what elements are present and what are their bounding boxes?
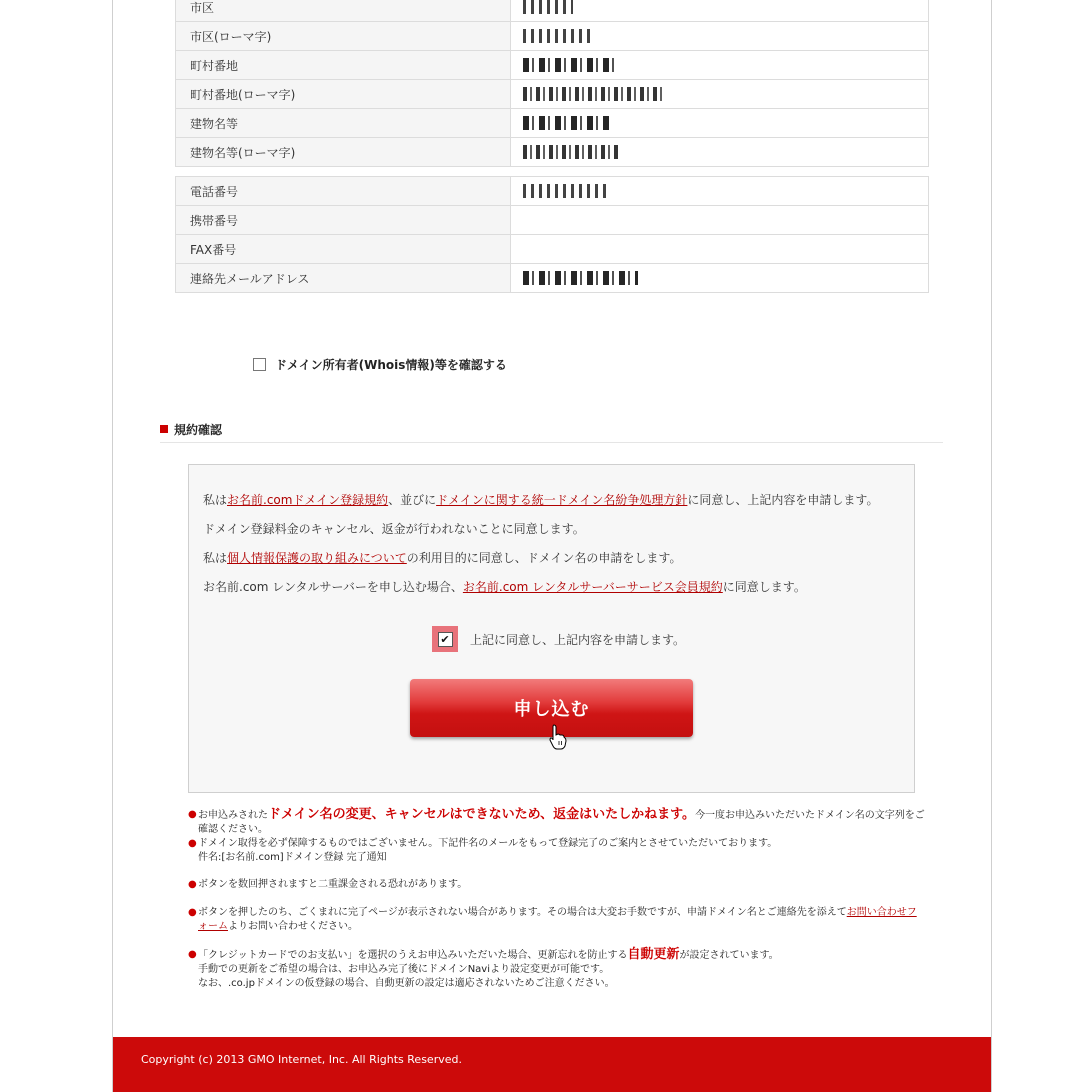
terms-text: の利用目的に同意し、ドメイン名の申請をします。 [406,551,682,565]
table-row [176,138,929,167]
contact-form-link[interactable]: お問い合わせフォーム [198,907,917,932]
note-text: お申込みされた [198,810,268,821]
terms-text: 私は [203,551,228,565]
row-label: 建物名等 [176,109,511,138]
empty-value [511,206,929,235]
note-text: 手動での更新をご希望の場合は、お申込み完了後にドメインNaviより設定変更が可能です。 [198,964,610,975]
terms-line-2: ドメイン登録料金のキャンセル、返金が行われないことに同意します。 [203,522,585,536]
row-label: 電話番号 [176,177,511,206]
note-emphasis: 自動更新 [627,947,680,962]
row-label: 建物名等(ローマ字) [176,138,511,167]
terms-text: 私は [203,493,228,507]
terms-text: 、並びに [388,493,437,507]
row-label: 携帯番号 [176,206,511,235]
note-text: 件名:[お名前.com]ドメイン登録 完了通知 [198,852,387,863]
whois-confirm-checkbox[interactable] [253,356,507,373]
page-container: 市区 市区(ローマ字) 町村番地 町村番地(ローマ字) 建物名等 建物名等(ローマ字) 電話番号 携帯番号 FAX番号 連絡先メールアドレス ドメイン所有者(Whois情報)等を確認する 規約確認 私はお名前.comドメイン登録規約、並びにドメインに関する統一ドメイン名紛争処理方針に同意し、上記内容を申請します。 ドメイン登録料金のキャンセル、返金が行われないことに同意します。 私は個人情報保護の取り組みについての利用目的に同意し、ドメイン名の申請をします。 お名前.com レンタルサーバーを申し込む場合、お名前.com レンタルサーバーサービス会員規約に同意します。 ✔ 上記に同意し、上記内容を申請します。 申し込む ● お申込みされたドメイン名の変更、キャンセルはできないため、返金はいたしかねます。今一度お申込みいただいたドメイン名の文字列をご確認ください。 ● ドメイン取得を必ず保障するものではございません。下記件名のメールをもって登録完了のご案内とさせていただいております。 件名:[お名前.com]ドメイン登録 完了通知 ● ボタンを数回押されますと二重課金される恐れがあります。 ● ボタンを押したのち、ごくまれに完了ページが表示されない場合があります。その場合は大変お手数ですが、申請ドメイン名とご連絡先を添えてお問い合わせフォームよりお問い合わせください。 ● 「クレジットカードでのお支払い」を選択のうえお申込みいただいた場合、更新忘れを防止する自動更新が設定されています。 手動での更新をご希望の場合は、お申込み完了後にドメインNaviより設定変更が可能です。 なお、.co.jpドメインの仮登録の場合、自動更新の設定は適応されないためご注意ください。 Copyright (c) 2013 GMO Internet, Inc. All Rights Reserved. [112,0,992,1092]
table-row [176,235,929,264]
redacted-value [511,109,929,138]
note-text: ボタンを押したのち、ごくまれに完了ページが表示されない場合があります。その場合は大変お手数ですが、申請ドメイン名とご連絡先を添えて [198,907,847,918]
table-row [176,177,929,206]
contact-table [175,176,929,293]
row-label: FAX番号 [176,235,511,264]
address-table [175,0,929,167]
table-row [176,264,929,293]
note-text: が設定されています。 [679,950,779,961]
row-label: 市区 [176,0,511,22]
row-label: 市区(ローマ字) [176,22,511,51]
rental-server-terms-link[interactable]: お名前.com レンタルサーバーサービス会員規約 [462,580,723,594]
whois-confirm-label: ドメイン所有者(Whois情報)等を確認する [275,358,507,372]
table-row [176,109,929,138]
redacted-value [511,0,929,22]
checkbox-box[interactable] [253,358,266,371]
redacted-value [511,264,929,293]
terms-text: に同意し、上記内容を申請します。 [687,493,879,507]
note-text: 「クレジットカードでのお支払い」を選択のうえお申込みいただいた場合、更新忘れを防止する [198,950,628,961]
row-label: 連絡先メールアドレス [176,264,511,293]
section-marker-icon [160,425,168,433]
redacted-value [511,22,929,51]
redacted-value [511,51,929,80]
privacy-policy-link[interactable]: 個人情報保護の取り組みについて [227,551,407,565]
domain-terms-link[interactable]: お名前.comドメイン登録規約 [227,493,389,507]
redacted-value [511,177,929,206]
table-row [176,22,929,51]
row-label: 町村番地(ローマ字) [176,80,511,109]
agree-label: 上記に同意し、上記内容を申請します。 [470,632,686,647]
terms-text: お名前.com レンタルサーバーを申し込む場合、 [203,580,463,594]
terms-line-4 [203,578,806,595]
note-text: 今一度お申込みいただいたドメイン名の文字列をご確認ください。 [198,810,925,835]
agree-checkbox[interactable] [432,626,685,652]
note-text: ドメイン取得を必ず保障するものではございません。下記件名のメールをもって登録完了のご案内とさせていただいております。 [198,838,778,849]
copyright-text: Copyright (c) 2013 GMO Internet, Inc. All Rights Reserved. [141,1053,462,1066]
section-title-text: 規約確認 [174,423,223,437]
note-emphasis: ドメイン名の変更、キャンセルはできないため、返金はいたしかねます。 [268,807,696,822]
table-row [176,51,929,80]
checkmark-icon: ✔ [438,632,453,647]
table-row [176,80,929,109]
empty-value [511,235,929,264]
table-row [176,206,929,235]
redacted-value [511,80,929,109]
terms-section-title [160,421,943,443]
note-text: ボタンを数回押されますと二重課金される恐れがあります。 [198,879,468,890]
note-text: なお、.co.jpドメインの仮登録の場合、自動更新の設定は適応されないためご注意ください。 [198,978,615,989]
redacted-value [511,138,929,167]
note-text: よりお問い合わせください。 [228,921,358,932]
table-row [176,0,929,22]
row-label: 町村番地 [176,51,511,80]
terms-line-3 [203,549,681,566]
terms-line-1 [203,491,878,508]
udrp-policy-link[interactable]: ドメインに関する統一ドメイン名紛争処理方針 [436,493,688,507]
terms-text: に同意します。 [722,580,806,594]
footer [113,1037,991,1092]
hand-cursor-icon [549,724,567,750]
submit-button[interactable]: 申し込む [410,679,693,737]
agree-checkbox-highlight[interactable] [432,626,458,652]
